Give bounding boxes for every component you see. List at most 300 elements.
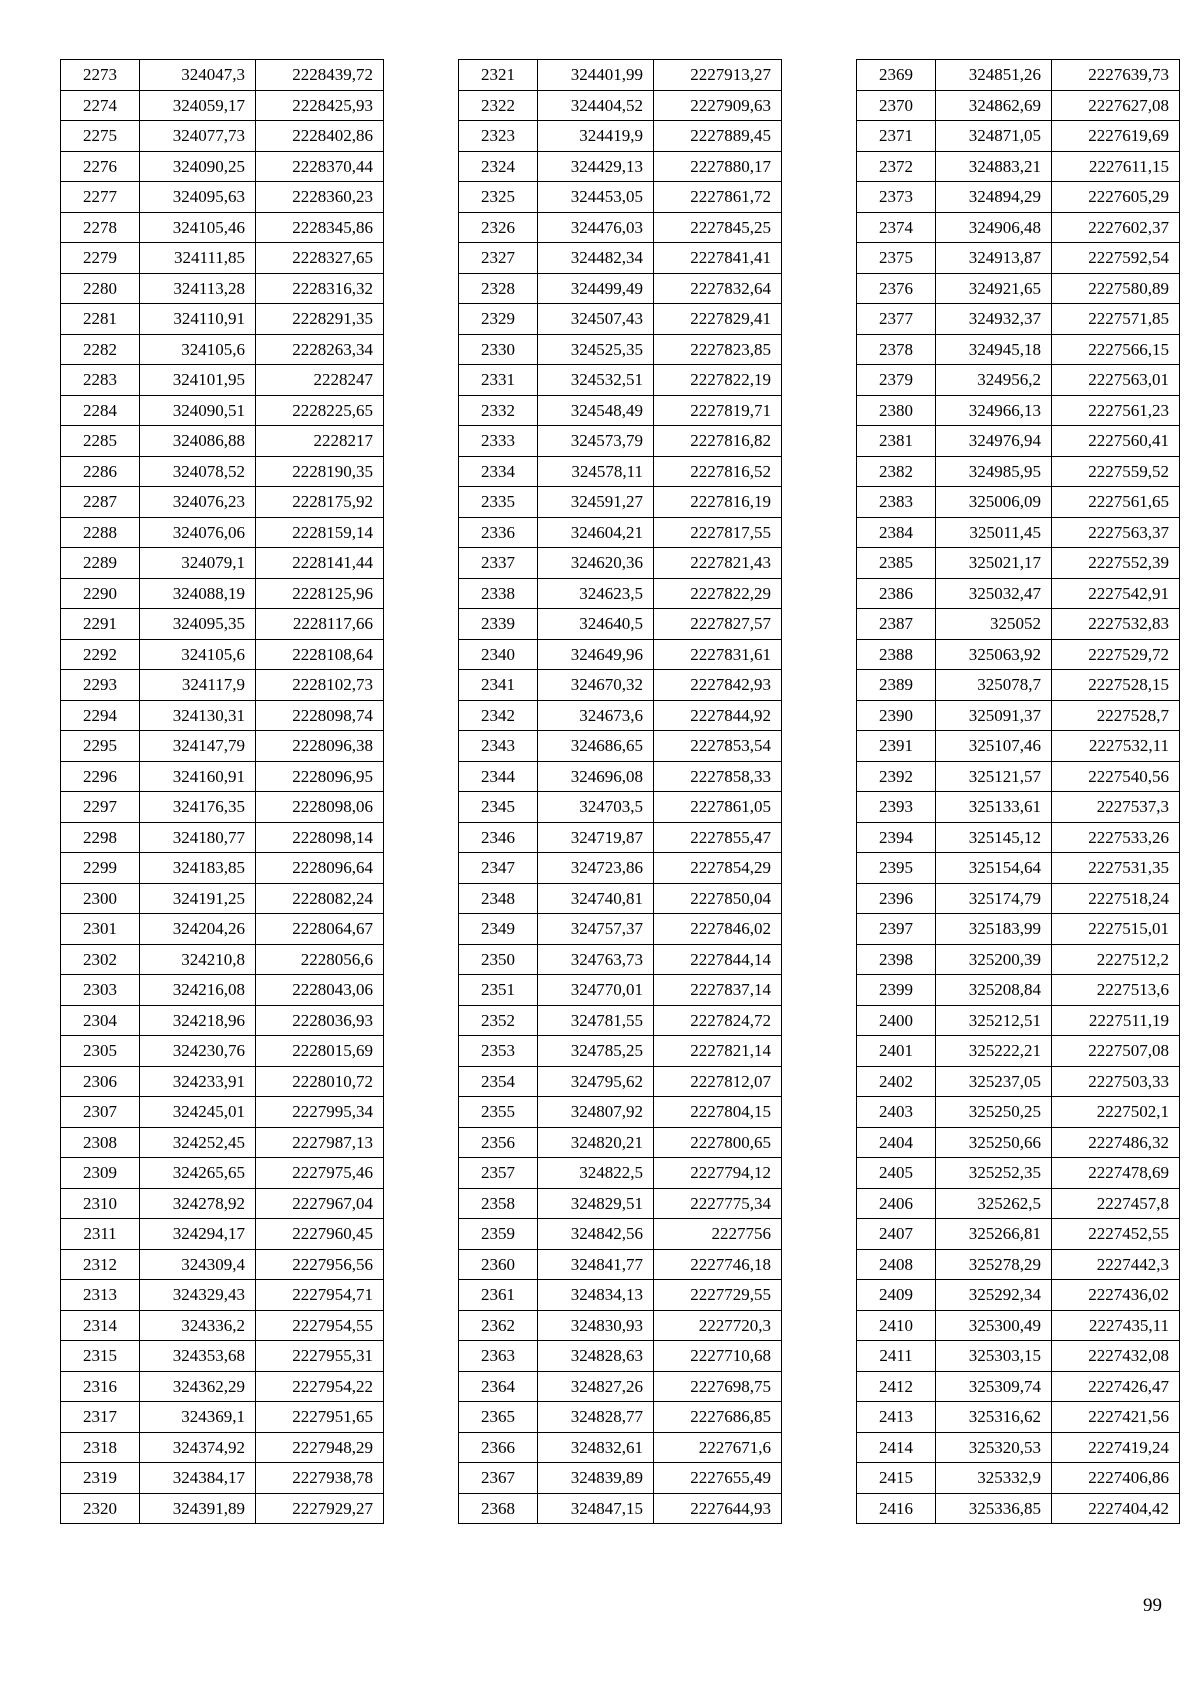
table-row — [61, 243, 384, 274]
point-number-cell: 2381 — [857, 426, 936, 457]
point-number-cell: 2412 — [857, 1371, 936, 1402]
point-number-cell: 2281 — [61, 304, 140, 335]
x-coordinate-cell: 324883,21 — [936, 151, 1052, 182]
table-row — [459, 426, 782, 457]
point-number-cell: 2291 — [61, 609, 140, 640]
y-coordinate-cell: 2228316,32 — [256, 273, 384, 304]
y-coordinate-cell: 2227537,3 — [1052, 792, 1180, 823]
y-coordinate-cell: 2227948,29 — [256, 1432, 384, 1463]
point-number-cell: 2401 — [857, 1036, 936, 1067]
x-coordinate-cell: 325200,39 — [936, 944, 1052, 975]
x-coordinate-cell: 324353,68 — [140, 1341, 256, 1372]
x-coordinate-cell: 324670,32 — [538, 670, 654, 701]
x-coordinate-cell: 324871,05 — [936, 121, 1052, 152]
point-number-cell: 2295 — [61, 731, 140, 762]
table-row — [459, 1097, 782, 1128]
point-number-cell: 2319 — [61, 1463, 140, 1494]
point-number-cell: 2416 — [857, 1493, 936, 1524]
x-coordinate-cell: 325332,9 — [936, 1463, 1052, 1494]
table-row — [857, 883, 1180, 914]
y-coordinate-cell: 2227518,24 — [1052, 883, 1180, 914]
x-coordinate-cell: 324105,6 — [140, 639, 256, 670]
y-coordinate-cell: 2227837,14 — [654, 975, 782, 1006]
table-row — [61, 517, 384, 548]
y-coordinate-cell: 2227842,93 — [654, 670, 782, 701]
page-number: 99 — [1143, 1595, 1162, 1616]
point-number-cell: 2403 — [857, 1097, 936, 1128]
point-number-cell: 2358 — [459, 1188, 538, 1219]
x-coordinate-cell: 324921,65 — [936, 273, 1052, 304]
y-coordinate-cell: 2228263,34 — [256, 334, 384, 365]
x-coordinate-cell: 324851,26 — [936, 60, 1052, 91]
y-coordinate-cell: 2228064,67 — [256, 914, 384, 945]
table-row — [459, 517, 782, 548]
y-coordinate-cell: 2227855,47 — [654, 822, 782, 853]
point-number-cell: 2320 — [61, 1493, 140, 1524]
point-number-cell: 2387 — [857, 609, 936, 640]
point-number-cell: 2292 — [61, 639, 140, 670]
table-row — [857, 60, 1180, 91]
table-row — [857, 731, 1180, 762]
x-coordinate-cell: 324770,01 — [538, 975, 654, 1006]
x-coordinate-cell: 324218,96 — [140, 1005, 256, 1036]
x-coordinate-cell: 324278,92 — [140, 1188, 256, 1219]
x-coordinate-cell: 325309,74 — [936, 1371, 1052, 1402]
point-number-cell: 2308 — [61, 1127, 140, 1158]
y-coordinate-cell: 2227698,75 — [654, 1371, 782, 1402]
x-coordinate-cell: 324130,31 — [140, 700, 256, 731]
point-number-cell: 2282 — [61, 334, 140, 365]
table-row — [857, 700, 1180, 731]
table-row — [459, 1188, 782, 1219]
x-coordinate-cell: 324839,89 — [538, 1463, 654, 1494]
y-coordinate-cell: 2227845,25 — [654, 212, 782, 243]
y-coordinate-cell: 2227442,3 — [1052, 1249, 1180, 1280]
y-coordinate-cell: 2227746,18 — [654, 1249, 782, 1280]
table-row — [61, 90, 384, 121]
point-number-cell: 2365 — [459, 1402, 538, 1433]
point-number-cell: 2277 — [61, 182, 140, 213]
y-coordinate-cell: 2227909,63 — [654, 90, 782, 121]
y-coordinate-cell: 2227515,01 — [1052, 914, 1180, 945]
x-coordinate-cell: 324476,03 — [538, 212, 654, 243]
coordinate-table-2 — [458, 59, 782, 1524]
y-coordinate-cell: 2227846,02 — [654, 914, 782, 945]
point-number-cell: 2406 — [857, 1188, 936, 1219]
x-coordinate-cell: 324105,46 — [140, 212, 256, 243]
point-number-cell: 2324 — [459, 151, 538, 182]
x-coordinate-cell: 324847,15 — [538, 1493, 654, 1524]
table-row — [61, 883, 384, 914]
x-coordinate-cell: 324419,9 — [538, 121, 654, 152]
y-coordinate-cell: 2227951,65 — [256, 1402, 384, 1433]
table-row — [857, 578, 1180, 609]
x-coordinate-cell: 324620,36 — [538, 548, 654, 579]
x-coordinate-cell: 324828,63 — [538, 1341, 654, 1372]
x-coordinate-cell: 325316,62 — [936, 1402, 1052, 1433]
x-coordinate-cell: 324703,5 — [538, 792, 654, 823]
table-row — [459, 731, 782, 762]
x-coordinate-cell: 324507,43 — [538, 304, 654, 335]
table-row — [857, 182, 1180, 213]
table-row — [61, 212, 384, 243]
y-coordinate-cell: 2227817,55 — [654, 517, 782, 548]
point-number-cell: 2340 — [459, 639, 538, 670]
point-number-cell: 2342 — [459, 700, 538, 731]
y-coordinate-cell: 2227821,43 — [654, 548, 782, 579]
point-number-cell: 2354 — [459, 1066, 538, 1097]
x-coordinate-cell: 325336,85 — [936, 1493, 1052, 1524]
y-coordinate-cell: 2228082,24 — [256, 883, 384, 914]
y-coordinate-cell: 2228056,6 — [256, 944, 384, 975]
x-coordinate-cell: 324429,13 — [538, 151, 654, 182]
table-row — [459, 761, 782, 792]
table-row — [459, 1005, 782, 1036]
y-coordinate-cell: 2227987,13 — [256, 1127, 384, 1158]
point-number-cell: 2287 — [61, 487, 140, 518]
point-number-cell: 2395 — [857, 853, 936, 884]
x-coordinate-cell: 325303,15 — [936, 1341, 1052, 1372]
x-coordinate-cell: 324088,19 — [140, 578, 256, 609]
y-coordinate-cell: 2228370,44 — [256, 151, 384, 182]
y-coordinate-cell: 2227889,45 — [654, 121, 782, 152]
point-number-cell: 2328 — [459, 273, 538, 304]
table-row — [61, 1280, 384, 1311]
x-coordinate-cell: 324830,93 — [538, 1310, 654, 1341]
x-coordinate-cell: 324245,01 — [140, 1097, 256, 1128]
y-coordinate-cell: 2228096,95 — [256, 761, 384, 792]
y-coordinate-cell: 2228402,86 — [256, 121, 384, 152]
x-coordinate-cell: 325021,17 — [936, 548, 1052, 579]
table-row — [857, 365, 1180, 396]
point-number-cell: 2397 — [857, 914, 936, 945]
y-coordinate-cell: 2227478,69 — [1052, 1158, 1180, 1189]
point-number-cell: 2335 — [459, 487, 538, 518]
x-coordinate-cell: 325174,79 — [936, 883, 1052, 914]
table-row — [459, 1036, 782, 1067]
point-number-cell: 2357 — [459, 1158, 538, 1189]
y-coordinate-cell: 2227975,46 — [256, 1158, 384, 1189]
x-coordinate-cell: 324329,43 — [140, 1280, 256, 1311]
y-coordinate-cell: 2227938,78 — [256, 1463, 384, 1494]
point-number-cell: 2309 — [61, 1158, 140, 1189]
table-row — [61, 1341, 384, 1372]
y-coordinate-cell: 2227967,04 — [256, 1188, 384, 1219]
table-row — [61, 487, 384, 518]
x-coordinate-cell: 324090,25 — [140, 151, 256, 182]
y-coordinate-cell: 2227929,27 — [256, 1493, 384, 1524]
point-number-cell: 2286 — [61, 456, 140, 487]
y-coordinate-cell: 2227880,17 — [654, 151, 782, 182]
x-coordinate-cell: 324623,5 — [538, 578, 654, 609]
x-coordinate-cell: 324374,92 — [140, 1432, 256, 1463]
y-coordinate-cell: 2227655,49 — [654, 1463, 782, 1494]
table-row — [61, 700, 384, 731]
x-coordinate-cell: 325250,25 — [936, 1097, 1052, 1128]
x-coordinate-cell: 324862,69 — [936, 90, 1052, 121]
table-row — [61, 365, 384, 396]
table-row — [857, 1493, 1180, 1524]
x-coordinate-cell: 324945,18 — [936, 334, 1052, 365]
point-number-cell: 2299 — [61, 853, 140, 884]
table-row — [61, 792, 384, 823]
table-row — [459, 456, 782, 487]
x-coordinate-cell: 324160,91 — [140, 761, 256, 792]
table-row — [857, 1341, 1180, 1372]
x-coordinate-cell: 324604,21 — [538, 517, 654, 548]
point-number-cell: 2302 — [61, 944, 140, 975]
y-coordinate-cell: 2227822,29 — [654, 578, 782, 609]
x-coordinate-cell: 324076,23 — [140, 487, 256, 518]
y-coordinate-cell: 2227531,35 — [1052, 853, 1180, 884]
point-number-cell: 2312 — [61, 1249, 140, 1280]
table-row — [61, 1097, 384, 1128]
x-coordinate-cell: 324401,99 — [538, 60, 654, 91]
x-coordinate-cell: 325222,21 — [936, 1036, 1052, 1067]
table-row — [857, 395, 1180, 426]
table-row — [857, 1158, 1180, 1189]
y-coordinate-cell: 2227435,11 — [1052, 1310, 1180, 1341]
table-row — [459, 853, 782, 884]
table-row — [459, 609, 782, 640]
table-row — [857, 975, 1180, 1006]
table-row — [61, 578, 384, 609]
point-number-cell: 2304 — [61, 1005, 140, 1036]
x-coordinate-cell: 325212,51 — [936, 1005, 1052, 1036]
y-coordinate-cell: 2227563,37 — [1052, 517, 1180, 548]
table-row — [459, 1249, 782, 1280]
y-coordinate-cell: 2227954,22 — [256, 1371, 384, 1402]
point-number-cell: 2407 — [857, 1219, 936, 1250]
x-coordinate-cell: 324077,73 — [140, 121, 256, 152]
x-coordinate-cell: 324525,35 — [538, 334, 654, 365]
table-row — [459, 1127, 782, 1158]
table-row — [459, 182, 782, 213]
y-coordinate-cell: 2227559,52 — [1052, 456, 1180, 487]
table-row — [61, 273, 384, 304]
point-number-cell: 2310 — [61, 1188, 140, 1219]
y-coordinate-cell: 2228327,65 — [256, 243, 384, 274]
point-number-cell: 2344 — [459, 761, 538, 792]
point-number-cell: 2283 — [61, 365, 140, 396]
table-row — [459, 1432, 782, 1463]
table-row — [459, 151, 782, 182]
table-row — [857, 1310, 1180, 1341]
point-number-cell: 2317 — [61, 1402, 140, 1433]
x-coordinate-cell: 324391,89 — [140, 1493, 256, 1524]
point-number-cell: 2315 — [61, 1341, 140, 1372]
x-coordinate-cell: 325250,66 — [936, 1127, 1052, 1158]
table-row — [459, 90, 782, 121]
point-number-cell: 2382 — [857, 456, 936, 487]
table-row — [61, 822, 384, 853]
x-coordinate-cell: 325052 — [936, 609, 1052, 640]
table-row — [857, 822, 1180, 853]
table-row — [857, 273, 1180, 304]
y-coordinate-cell: 2227513,6 — [1052, 975, 1180, 1006]
table-row — [857, 1036, 1180, 1067]
table-row — [857, 243, 1180, 274]
y-coordinate-cell: 2227639,73 — [1052, 60, 1180, 91]
y-coordinate-cell: 2227819,71 — [654, 395, 782, 426]
y-coordinate-cell: 2227913,27 — [654, 60, 782, 91]
y-coordinate-cell: 2228291,35 — [256, 304, 384, 335]
y-coordinate-cell: 2227823,85 — [654, 334, 782, 365]
table-row — [459, 60, 782, 91]
x-coordinate-cell: 324204,26 — [140, 914, 256, 945]
point-number-cell: 2353 — [459, 1036, 538, 1067]
table-row — [857, 853, 1180, 884]
y-coordinate-cell: 2228010,72 — [256, 1066, 384, 1097]
table-row — [61, 1127, 384, 1158]
point-number-cell: 2307 — [61, 1097, 140, 1128]
point-number-cell: 2390 — [857, 700, 936, 731]
y-coordinate-cell: 2227406,86 — [1052, 1463, 1180, 1494]
y-coordinate-cell: 2228108,64 — [256, 639, 384, 670]
table-row — [857, 1127, 1180, 1158]
table-row — [459, 700, 782, 731]
point-number-cell: 2301 — [61, 914, 140, 945]
y-coordinate-cell: 2227861,05 — [654, 792, 782, 823]
x-coordinate-cell: 324191,25 — [140, 883, 256, 914]
y-coordinate-cell: 2227486,32 — [1052, 1127, 1180, 1158]
x-coordinate-cell: 324894,29 — [936, 182, 1052, 213]
y-coordinate-cell: 2227605,29 — [1052, 182, 1180, 213]
point-number-cell: 2311 — [61, 1219, 140, 1250]
x-coordinate-cell: 324180,77 — [140, 822, 256, 853]
table-row — [459, 1493, 782, 1524]
point-number-cell: 2363 — [459, 1341, 538, 1372]
x-coordinate-cell: 324841,77 — [538, 1249, 654, 1280]
table-row — [61, 914, 384, 945]
x-coordinate-cell: 324966,13 — [936, 395, 1052, 426]
y-coordinate-cell: 2228439,72 — [256, 60, 384, 91]
point-number-cell: 2355 — [459, 1097, 538, 1128]
point-number-cell: 2274 — [61, 90, 140, 121]
x-coordinate-cell: 324740,81 — [538, 883, 654, 914]
y-coordinate-cell: 2228159,14 — [256, 517, 384, 548]
point-number-cell: 2384 — [857, 517, 936, 548]
point-number-cell: 2410 — [857, 1310, 936, 1341]
y-coordinate-cell: 2227827,57 — [654, 609, 782, 640]
x-coordinate-cell: 324640,5 — [538, 609, 654, 640]
point-number-cell: 2313 — [61, 1280, 140, 1311]
point-number-cell: 2396 — [857, 883, 936, 914]
point-number-cell: 2367 — [459, 1463, 538, 1494]
y-coordinate-cell: 2228036,93 — [256, 1005, 384, 1036]
table-row — [459, 670, 782, 701]
y-coordinate-cell: 2227540,56 — [1052, 761, 1180, 792]
point-number-cell: 2289 — [61, 548, 140, 579]
table-row — [459, 304, 782, 335]
point-number-cell: 2352 — [459, 1005, 538, 1036]
y-coordinate-cell: 2227452,55 — [1052, 1219, 1180, 1250]
y-coordinate-cell: 2228247 — [256, 365, 384, 396]
y-coordinate-cell: 2227720,3 — [654, 1310, 782, 1341]
table-row — [459, 1402, 782, 1433]
table-row — [61, 1310, 384, 1341]
x-coordinate-cell: 324059,17 — [140, 90, 256, 121]
y-coordinate-cell: 2228360,23 — [256, 182, 384, 213]
point-number-cell: 2379 — [857, 365, 936, 396]
x-coordinate-cell: 324649,96 — [538, 639, 654, 670]
point-number-cell: 2414 — [857, 1432, 936, 1463]
x-coordinate-cell: 324265,65 — [140, 1158, 256, 1189]
table-row — [61, 1493, 384, 1524]
x-coordinate-cell: 325032,47 — [936, 578, 1052, 609]
y-coordinate-cell: 2227858,33 — [654, 761, 782, 792]
x-coordinate-cell: 324210,8 — [140, 944, 256, 975]
y-coordinate-cell: 2228102,73 — [256, 670, 384, 701]
y-coordinate-cell: 2227561,23 — [1052, 395, 1180, 426]
table-row — [459, 334, 782, 365]
table-row — [61, 1188, 384, 1219]
x-coordinate-cell: 324105,6 — [140, 334, 256, 365]
table-row — [857, 1249, 1180, 1280]
y-coordinate-cell: 2227861,72 — [654, 182, 782, 213]
point-number-cell: 2279 — [61, 243, 140, 274]
point-number-cell: 2368 — [459, 1493, 538, 1524]
x-coordinate-cell: 325107,46 — [936, 731, 1052, 762]
y-coordinate-cell: 2227853,54 — [654, 731, 782, 762]
table-row — [857, 426, 1180, 457]
point-number-cell: 2332 — [459, 395, 538, 426]
x-coordinate-cell: 325133,61 — [936, 792, 1052, 823]
table-row — [459, 1066, 782, 1097]
table-row — [857, 151, 1180, 182]
y-coordinate-cell: 2228125,96 — [256, 578, 384, 609]
x-coordinate-cell: 325183,99 — [936, 914, 1052, 945]
x-coordinate-cell: 324369,1 — [140, 1402, 256, 1433]
point-number-cell: 2296 — [61, 761, 140, 792]
x-coordinate-cell: 324113,28 — [140, 273, 256, 304]
table-row — [459, 1371, 782, 1402]
table-row — [857, 1371, 1180, 1402]
y-coordinate-cell: 2227542,91 — [1052, 578, 1180, 609]
y-coordinate-cell: 2227960,45 — [256, 1219, 384, 1250]
table-row — [459, 883, 782, 914]
table-row — [459, 365, 782, 396]
point-number-cell: 2322 — [459, 90, 538, 121]
y-coordinate-cell: 2227561,65 — [1052, 487, 1180, 518]
table-row — [459, 121, 782, 152]
table-row — [459, 1219, 782, 1250]
x-coordinate-cell: 324111,85 — [140, 243, 256, 274]
table-row — [857, 517, 1180, 548]
x-coordinate-cell: 324453,05 — [538, 182, 654, 213]
x-coordinate-cell: 324573,79 — [538, 426, 654, 457]
point-number-cell: 2370 — [857, 90, 936, 121]
x-coordinate-cell: 324686,65 — [538, 731, 654, 762]
y-coordinate-cell: 2228425,93 — [256, 90, 384, 121]
point-number-cell: 2280 — [61, 273, 140, 304]
point-number-cell: 2325 — [459, 182, 538, 213]
y-coordinate-cell: 2227421,56 — [1052, 1402, 1180, 1433]
point-number-cell: 2356 — [459, 1127, 538, 1158]
x-coordinate-cell: 324785,25 — [538, 1036, 654, 1067]
x-coordinate-cell: 325208,84 — [936, 975, 1052, 1006]
point-number-cell: 2348 — [459, 883, 538, 914]
coordinate-table-3 — [856, 59, 1180, 1524]
table-row — [857, 1097, 1180, 1128]
x-coordinate-cell: 324795,62 — [538, 1066, 654, 1097]
x-coordinate-cell: 324110,91 — [140, 304, 256, 335]
y-coordinate-cell: 2227671,6 — [654, 1432, 782, 1463]
point-number-cell: 2409 — [857, 1280, 936, 1311]
x-coordinate-cell: 324834,13 — [538, 1280, 654, 1311]
y-coordinate-cell: 2227831,61 — [654, 639, 782, 670]
table-row — [61, 1036, 384, 1067]
